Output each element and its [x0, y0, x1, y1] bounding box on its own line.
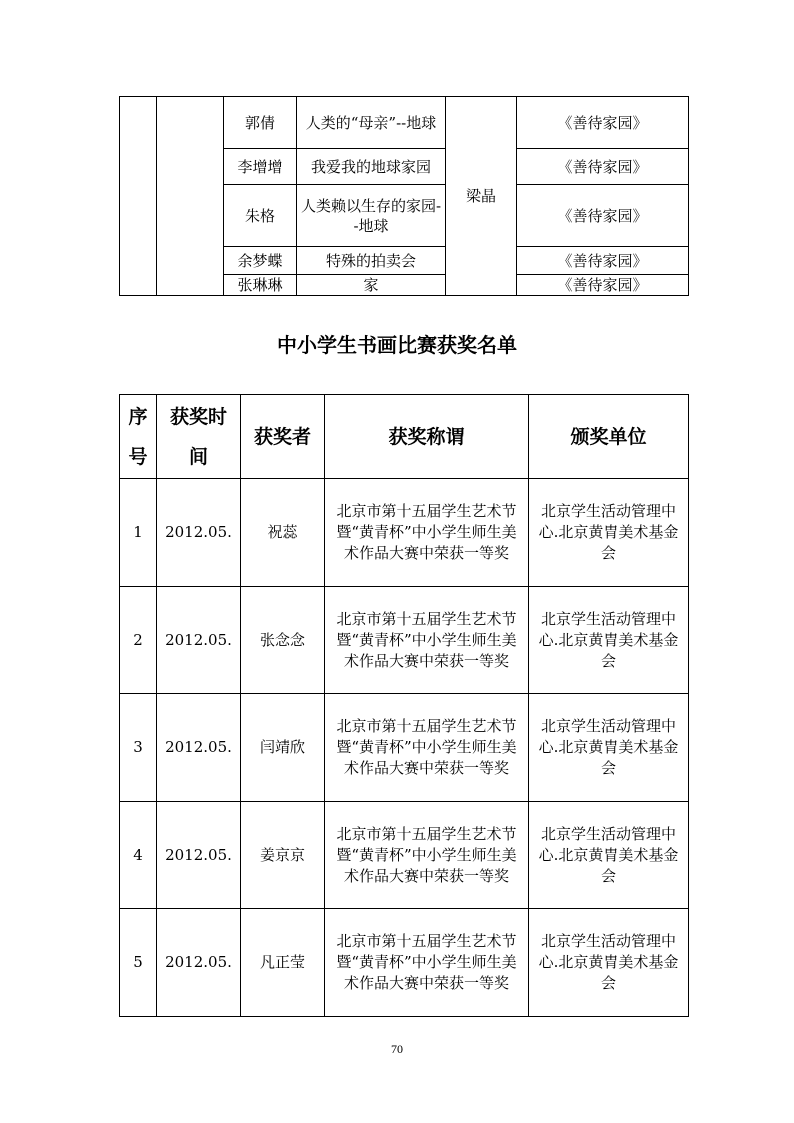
time-cell: 2012.05.	[157, 909, 241, 1017]
winner-cell: 张念念	[241, 587, 325, 694]
header-time-line2: 间	[188, 445, 208, 468]
seq-cell: 4	[120, 802, 157, 909]
essay-title: 我爱我的地球家园	[297, 149, 446, 185]
seq-cell: 5	[120, 909, 157, 1017]
section-title: 中小学生书画比赛获奖名单	[277, 333, 517, 357]
publication-name: 《善待家园》	[517, 97, 689, 149]
issuer-cell: 北京学生活动管理中心.北京黄胄美术基金会	[529, 587, 689, 694]
award-table	[119, 394, 689, 1017]
issuer-cell: 北京学生活动管理中心.北京黄胄美术基金会	[529, 694, 689, 802]
student-name: 郭倩	[224, 97, 297, 149]
essay-title: 家	[297, 275, 446, 296]
teacher-name: 梁晶	[446, 97, 517, 296]
award-title-cell: 北京市第十五届学生艺术节暨“黄青杯”中小学生师生美术作品大赛中荣获一等奖	[325, 587, 529, 694]
winner-cell: 凡正莹	[241, 909, 325, 1017]
table-row	[120, 909, 689, 1017]
award-title-cell: 北京市第十五届学生艺术节暨“黄青杯”中小学生师生美术作品大赛中荣获一等奖	[325, 909, 529, 1017]
seq-cell: 2	[120, 587, 157, 694]
winner-cell: 姜京京	[241, 802, 325, 909]
seq-cell: 3	[120, 694, 157, 802]
winner-cell: 祝蕊	[241, 479, 325, 587]
header-issuer: 颁奖单位	[529, 395, 689, 479]
student-name: 余梦蝶	[224, 247, 297, 275]
publication-name: 《善待家园》	[517, 247, 689, 275]
student-name: 张琳琳	[224, 275, 297, 296]
issuer-cell: 北京学生活动管理中心.北京黄胄美术基金会	[529, 802, 689, 909]
header-time-line1: 获奖时	[169, 405, 227, 428]
header-seq-line2: 号	[128, 445, 148, 468]
table-row	[120, 694, 689, 802]
student-name: 朱格	[224, 185, 297, 247]
publication-name: 《善待家园》	[517, 185, 689, 247]
award-title-cell: 北京市第十五届学生艺术节暨“黄青杯”中小学生师生美术作品大赛中荣获一等奖	[325, 802, 529, 909]
essay-title: 人类的“母亲”--地球	[297, 97, 446, 149]
table-header-row	[120, 395, 689, 479]
publication-name: 《善待家园》	[517, 149, 689, 185]
header-seq	[120, 395, 157, 479]
issuer-cell: 北京学生活动管理中心.北京黄胄美术基金会	[529, 909, 689, 1017]
header-seq-line1: 序	[128, 405, 148, 428]
table-row	[120, 479, 689, 587]
essay-title: 人类赖以生存的家园--地球	[297, 185, 446, 247]
table-row	[120, 587, 689, 694]
empty-cell	[120, 97, 157, 296]
table-row	[120, 97, 689, 149]
empty-cell	[157, 97, 224, 296]
top-table-continuation	[119, 96, 689, 296]
time-cell: 2012.05.	[157, 479, 241, 587]
page-number: 70	[391, 1042, 403, 1056]
winner-cell: 闫靖欣	[241, 694, 325, 802]
time-cell: 2012.05.	[157, 587, 241, 694]
seq-cell: 1	[120, 479, 157, 587]
award-title-cell: 北京市第十五届学生艺术节暨“黄青杯”中小学生师生美术作品大赛中荣获一等奖	[325, 694, 529, 802]
student-name: 李增增	[224, 149, 297, 185]
award-title-cell: 北京市第十五届学生艺术节暨“黄青杯”中小学生师生美术作品大赛中荣获一等奖	[325, 479, 529, 587]
header-winner: 获奖者	[241, 395, 325, 479]
issuer-cell: 北京学生活动管理中心.北京黄胄美术基金会	[529, 479, 689, 587]
publication-name: 《善待家园》	[517, 275, 689, 296]
essay-title: 特殊的拍卖会	[297, 247, 446, 275]
table-row	[120, 802, 689, 909]
header-title: 获奖称谓	[325, 395, 529, 479]
header-time	[157, 395, 241, 479]
time-cell: 2012.05.	[157, 694, 241, 802]
time-cell: 2012.05.	[157, 802, 241, 909]
